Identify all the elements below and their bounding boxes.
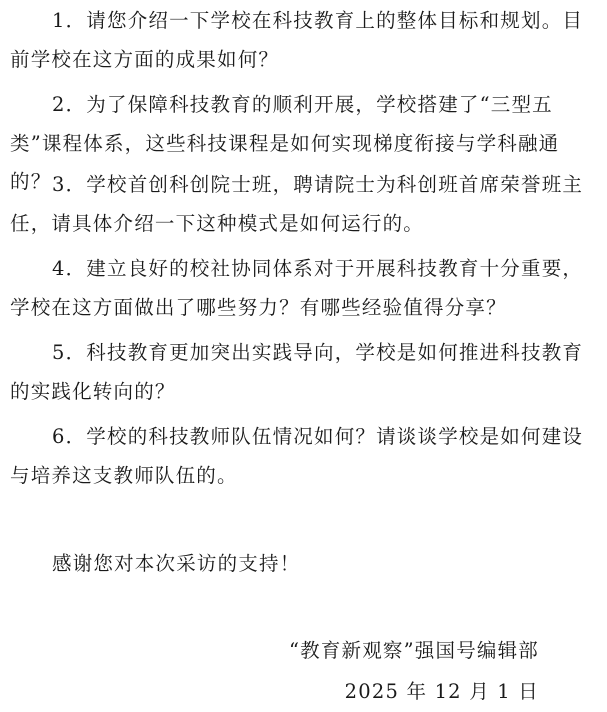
- signature-line: “教育新观察”强国号编辑部: [288, 639, 539, 662]
- date-line: 2025 年 12 月 1 日: [344, 680, 539, 703]
- question-5: 5．科技教育更加突出实践导向，学校是如何推进科技教育的实践化转向的？: [10, 341, 584, 403]
- question-3: 3．学校首创科创院士班，聘请院士为科创班首席荣誉班主任，请具体介绍一下这种模式是如何运行的。: [10, 173, 584, 235]
- thanks-line: 感谢您对本次采访的支持！: [52, 552, 301, 575]
- question-6: 6．学校的科技教师队伍情况如何？请谈谈学校是如何建设与培养这支教师队伍的。: [10, 425, 584, 487]
- question-1: 1．请您介绍一下学校在科技教育上的整体目标和规划。目前学校在这方面的成果如何？: [10, 9, 584, 71]
- question-2: 2．为了保障科技教育的顺利开展，学校搭建了“三型五类”课程体系，这些科技课程是如何实现梯度衔接与学科融通的？: [10, 93, 560, 193]
- question-4: 4．建立良好的校社协同体系对于开展科技教育十分重要，学校在这方面做出了哪些努力？有哪些经验值得分享？: [10, 257, 584, 319]
